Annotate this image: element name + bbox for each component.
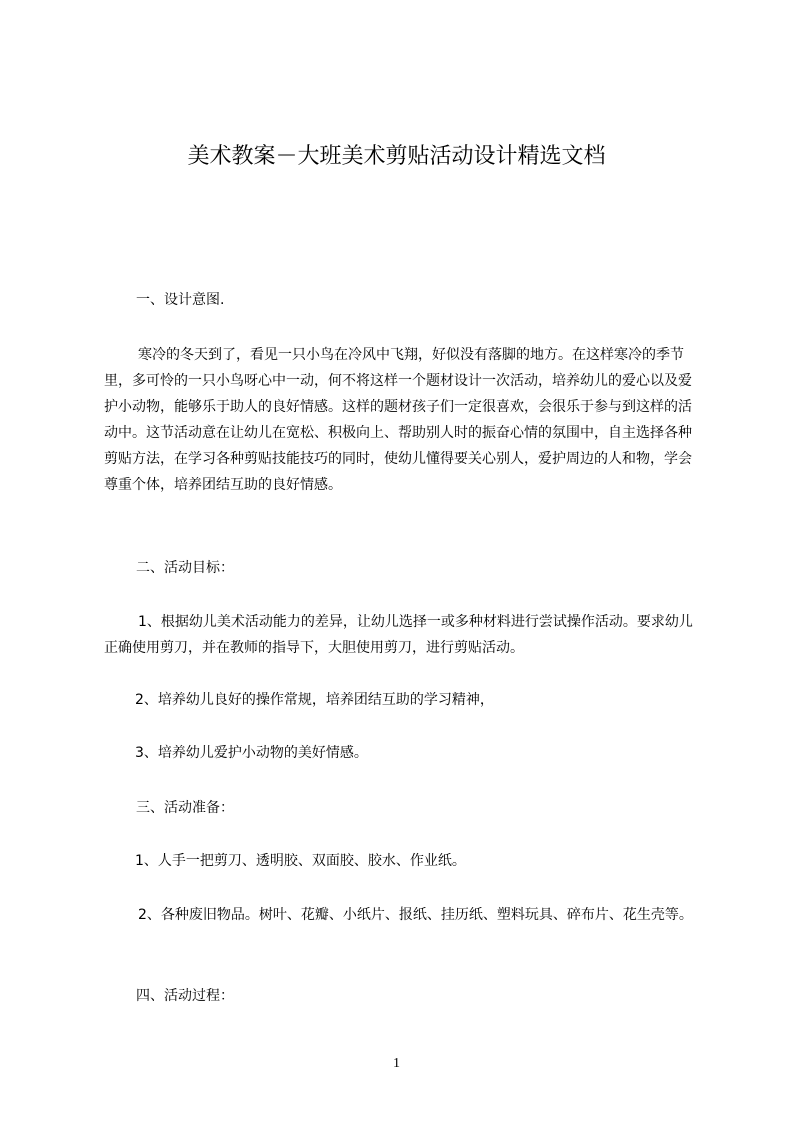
document-title: 美术教案－大班美术剪贴活动设计精选文档 bbox=[187, 144, 606, 169]
section-heading-goals: 二、活动目标： bbox=[136, 560, 234, 576]
preparation-item-2: 2、各种废旧物品。树叶、花瓣、小纸片、报纸、挂历纸、塑料玩具、碎布片、花生壳等。 bbox=[138, 907, 693, 923]
goal-item-1: 1、根据幼儿美术活动能力的差异，让幼儿选择一或多种材料进行尝试操作活动。要求幼儿正确使用剪刀，并在教师的指导下，大胆使用剪刀，进行剪贴活动。 bbox=[104, 614, 693, 656]
section-heading-design-intent: 一、设计意图. bbox=[136, 292, 225, 308]
section-heading-process: 四、活动过程： bbox=[136, 988, 234, 1004]
design-intent-paragraph: 寒冷的冬天到了，看见一只小鸟在冷风中飞翔，好似没有落脚的地方。在这样寒冷的季节里，多可怜的一只小鸟呀心中一动，何不将这样一个题材设计一次活动，培养幼儿的爱心以及爱护小动物，能够乐于助人的良好情感。这样的题材孩子们一定很喜欢，会很乐于参与到这样的活动中。这节活动意在让幼儿在宽松、积极向上、帮助别人时的振奋心情的氛围中，自主选择各种剪贴方法，在学习各种剪贴技能技巧的同时，使幼儿懂得要关心别人，爱护周边的人和物，学会尊重个体，培养团结互助的良好情感。 bbox=[104, 347, 692, 493]
preparation-item-1: 1、人手一把剪刀、透明胶、双面胶、胶水、作业纸。 bbox=[135, 853, 466, 869]
section-heading-preparation: 三、活动准备： bbox=[136, 800, 234, 816]
page-number: 1 bbox=[393, 1056, 400, 1071]
goal-item-2: 2、培养幼儿良好的操作常规，培养团结互助的学习精神， bbox=[135, 692, 494, 708]
goal-item-3: 3、培养幼儿爱护小动物的美好情感。 bbox=[135, 745, 368, 761]
